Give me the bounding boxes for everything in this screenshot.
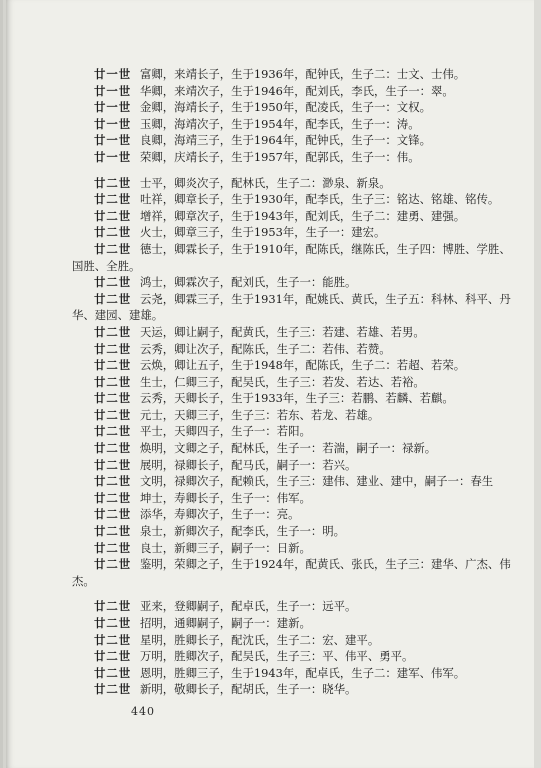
entry-text: 亚来，登卿嗣子，配卓氏，生子一：远平。 bbox=[140, 599, 357, 614]
entry-text: 杰。 bbox=[72, 573, 95, 588]
entry-text: 展明，禄卿长子，配马氏，嗣子一：若兴。 bbox=[140, 457, 357, 472]
entry-text: 富卿，来靖长子，生于1936年，配钟氏，生子二：士文、士伟。 bbox=[140, 67, 466, 81]
genealogy-entry bbox=[94, 208, 534, 225]
entry-continuation bbox=[72, 573, 534, 590]
book-page bbox=[6, 0, 534, 768]
generation-label: 廿二世 bbox=[94, 457, 132, 472]
entry-text: 玉卿，海靖次子，生于1954年，配李氏，生子一：涛。 bbox=[140, 116, 420, 131]
entry-text: 招明，通卿嗣子，嗣子一：建新。 bbox=[140, 616, 311, 630]
genealogy-entry bbox=[94, 341, 534, 358]
generation-label: 廿二世 bbox=[94, 324, 132, 339]
genealogy-entry bbox=[94, 632, 534, 649]
section-gap bbox=[94, 166, 534, 175]
genealogy-entry bbox=[94, 506, 534, 523]
entry-text: 天运，卿让嗣子，配黄氏，生子三：若建、若雄、若男。 bbox=[140, 324, 425, 339]
genealogy-entry bbox=[94, 440, 534, 457]
genealogy-entry bbox=[94, 374, 534, 391]
generation-label: 廿二世 bbox=[94, 441, 132, 456]
entry-text: 文明，禄卿次子，配赖氏，生子三：建伟、建业、建中，嗣子一：春生 bbox=[140, 474, 494, 489]
generation-label: 廿二世 bbox=[94, 374, 132, 389]
entry-text: 国胜、全胜。 bbox=[72, 258, 141, 273]
genealogy-entry bbox=[94, 598, 534, 615]
entry-text: 云焕，卿让五子，生于1948年，配陈氏，生子二：若超、若荣。 bbox=[140, 358, 466, 373]
generation-label: 廿一世 bbox=[94, 116, 132, 131]
genealogy-entry bbox=[94, 540, 534, 557]
genealogy-entry bbox=[94, 191, 534, 208]
genealogy-entry bbox=[94, 132, 534, 149]
generation-label: 廿二世 bbox=[94, 391, 132, 406]
genealogy-entry bbox=[94, 681, 534, 698]
genealogy-entry bbox=[94, 357, 534, 374]
entry-continuation bbox=[72, 258, 534, 275]
entry-text: 云秀，卿让次子，配陈氏，生子二：若伟、若赞。 bbox=[140, 341, 391, 356]
genealogy-entry bbox=[94, 457, 534, 474]
section-gap bbox=[94, 589, 534, 598]
generation-label: 廿二世 bbox=[94, 208, 132, 223]
entry-text: 良卿，海靖三子，生于1964年，配钟氏，生子一：文锋。 bbox=[140, 133, 431, 148]
genealogy-entry bbox=[94, 648, 534, 665]
generation-label: 廿二世 bbox=[94, 665, 132, 680]
generation-label: 廿二世 bbox=[94, 291, 132, 306]
entry-text: 焕明，文卿之子，配林氏，生子一：若湍，嗣子一：禄新。 bbox=[140, 441, 437, 456]
entry-text: 增祥，卿章次子，生于1943年，配刘氏，生子二：建勇、建强。 bbox=[140, 208, 466, 223]
entry-text: 火士，卿章三子，生于1953年，生子一：建宏。 bbox=[140, 225, 386, 240]
entry-text: 恩明，胜卿三子，生于1943年，配卓氏，生子二：建军、伟军。 bbox=[140, 665, 466, 680]
generation-label: 廿二世 bbox=[94, 275, 132, 290]
generation-label: 廿二世 bbox=[94, 341, 132, 356]
entry-text: 士平，卿炎次子，配林氏，生子二：渺泉、新泉。 bbox=[140, 175, 391, 190]
generation-label: 廿二世 bbox=[94, 175, 132, 190]
genealogy-entry bbox=[94, 407, 534, 424]
generation-label: 廿二世 bbox=[94, 424, 132, 439]
entry-text: 华卿，来靖次子，生于1946年，配刘氏，李氏，生子一：翠。 bbox=[140, 83, 454, 98]
entry-text: 鸿士，卿霖次子，配刘氏，生子一：能胜。 bbox=[140, 275, 357, 290]
entry-text: 平士，天卿四子，生子一：若阳。 bbox=[140, 424, 311, 439]
entry-text: 金卿，海靖长子，生于1950年，配凌氏，生子一：文权。 bbox=[140, 100, 431, 115]
entry-text: 云尧，卿霖三子，生于1931年，配姚氏、黄氏，生子五：科林、科平、丹 bbox=[140, 291, 511, 306]
generation-label: 廿二世 bbox=[94, 507, 132, 522]
generation-label: 廿二世 bbox=[94, 599, 132, 614]
entry-text: 万明，胜卿次子，配吴氏，生子三：平、伟平、勇平。 bbox=[140, 649, 414, 664]
genealogy-entry bbox=[94, 556, 534, 573]
genealogy-entry bbox=[94, 241, 534, 258]
entry-continuation bbox=[72, 307, 534, 324]
genealogy-entry bbox=[94, 224, 534, 241]
generation-label: 廿二世 bbox=[94, 557, 132, 572]
genealogy-text bbox=[72, 66, 534, 698]
generation-label: 廿一世 bbox=[94, 100, 132, 115]
genealogy-entry bbox=[94, 665, 534, 682]
genealogy-entry bbox=[94, 523, 534, 540]
generation-label: 廿二世 bbox=[94, 225, 132, 240]
generation-label: 廿一世 bbox=[94, 133, 132, 148]
generation-label: 廿二世 bbox=[94, 682, 132, 697]
generation-label: 廿二世 bbox=[94, 407, 132, 422]
genealogy-entry bbox=[94, 83, 534, 100]
genealogy-entry bbox=[94, 423, 534, 440]
genealogy-entry bbox=[94, 324, 534, 341]
entry-text: 添华，寿卿次子，生子一：亮。 bbox=[140, 507, 300, 522]
generation-label: 廿一世 bbox=[94, 149, 132, 164]
generation-label: 廿二世 bbox=[94, 616, 132, 630]
genealogy-entry bbox=[94, 390, 534, 407]
generation-label: 廿一世 bbox=[94, 83, 132, 98]
entry-text: 云秀，天卿长子，生于1933年，生子三：若鹏、若麟、若麒。 bbox=[140, 391, 454, 406]
genealogy-entry bbox=[94, 175, 534, 192]
entry-text: 生士，仁卿三子，配吴氏，生子三：若发、若达、若裕。 bbox=[140, 374, 425, 389]
generation-label: 廿二世 bbox=[94, 474, 132, 489]
entry-text: 华、建园、建雄。 bbox=[72, 308, 164, 323]
generation-label: 廿二世 bbox=[94, 490, 132, 505]
genealogy-entry bbox=[94, 116, 534, 133]
genealogy-entry bbox=[94, 490, 534, 507]
generation-label: 廿二世 bbox=[94, 540, 132, 555]
genealogy-entry bbox=[94, 615, 534, 632]
entry-text: 新明，敬卿长子，配胡氏，生子一：晓华。 bbox=[140, 682, 357, 697]
entry-text: 吐祥，卿章长子，生于1930年，配李氏，生子三：铭达、铭雄、铭传。 bbox=[140, 192, 500, 207]
generation-label: 廿一世 bbox=[94, 67, 132, 81]
entry-text: 坤士，寿卿长子，生子一：伟军。 bbox=[140, 490, 311, 505]
genealogy-entry bbox=[94, 66, 534, 83]
genealogy-entry bbox=[94, 99, 534, 116]
entry-text: 荣卿，庆靖长子，生于1957年，配郭氏，生子一：伟。 bbox=[140, 149, 420, 164]
genealogy-entry bbox=[94, 149, 534, 166]
genealogy-entry bbox=[94, 291, 534, 308]
generation-label: 廿二世 bbox=[94, 632, 132, 647]
genealogy-entry bbox=[94, 274, 534, 291]
entry-text: 泉士，新卿次子，配李氏，生子一：明。 bbox=[140, 524, 346, 539]
generation-label: 廿二世 bbox=[94, 524, 132, 539]
generation-label: 廿二世 bbox=[94, 241, 132, 256]
generation-label: 廿二世 bbox=[94, 192, 132, 207]
genealogy-entry bbox=[94, 473, 534, 490]
entry-text: 星明，胜卿长子，配沈氏，生子二：宏、建平。 bbox=[140, 632, 380, 647]
generation-label: 廿二世 bbox=[94, 358, 132, 373]
page-number: 440 bbox=[131, 705, 155, 718]
entry-text: 良士，新卿三子，嗣子一：日新。 bbox=[140, 540, 311, 555]
entry-text: 德士，卿霖长子，生于1910年，配陈氏，继陈氏，生子四：博胜、学胜、 bbox=[140, 241, 511, 256]
entry-text: 元士，天卿三子，生子三：若东、若龙、若雄。 bbox=[140, 407, 380, 422]
generation-label: 廿二世 bbox=[94, 649, 132, 664]
entry-text: 鉴明，荣卿之子，生于1924年，配黄氏、张氏，生子三：建华、广杰、伟 bbox=[140, 557, 511, 572]
